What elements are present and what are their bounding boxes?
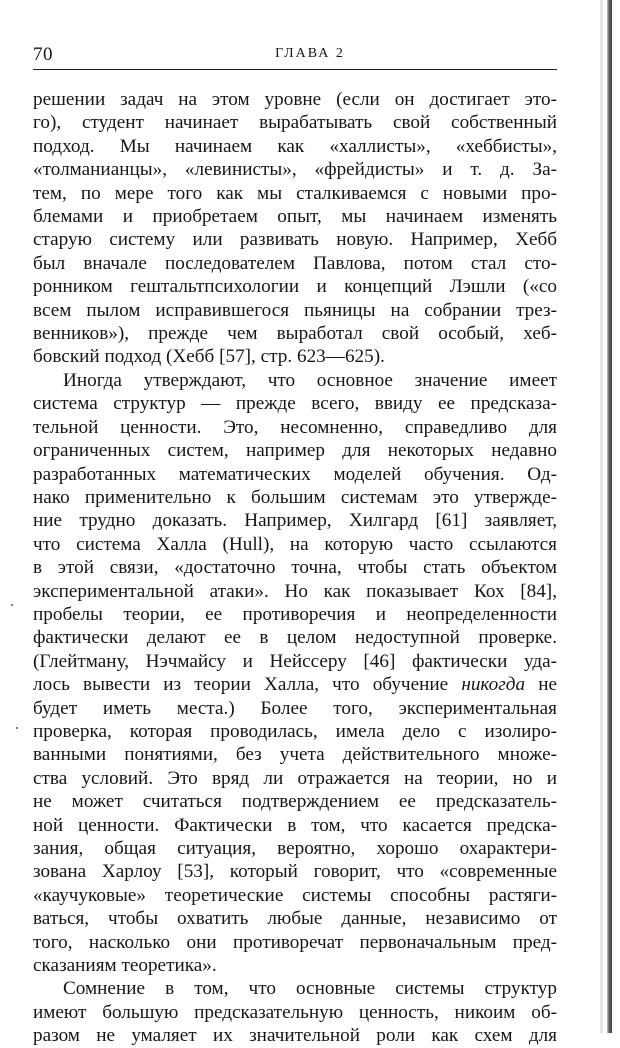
text-line: того, насколько они противоречат первоначальным пред- (33, 931, 557, 953)
text-line: «толманианцы», «левинисты», «фрейдисты» и т. д. За- (33, 159, 557, 181)
text-line: что система Халла (Hull), на которую часто ссылаются (33, 533, 557, 555)
text-line: нако применительно к большим системам это утвержде- (33, 486, 557, 508)
text-line: подход. Мы начинаем как «халлисты», «хеббисты», (33, 135, 557, 157)
text-line: тем, по мере того как мы сталкиваемся с новыми про- (33, 182, 557, 204)
scan-speck (16, 727, 18, 729)
text-line: сказаниям теоретика». (33, 955, 217, 977)
text-fragment: лось вывести из теории Халла, что обучение (33, 674, 449, 696)
text-line: ние трудно доказать. Например, Хилгард [61] заявляет, (33, 510, 557, 532)
text-line: ваться, чтобы охватить любые данные, независимо от (33, 908, 557, 930)
scan-speck (11, 604, 13, 606)
page-edge-shadow (600, 0, 603, 1033)
text-line: разом не умаляет их значительной роли как схем для (33, 1025, 557, 1047)
text-line: имеют большую предсказательную ценность, никоим об- (33, 1001, 557, 1023)
text-line: система структур — прежде всего, ввиду ее предсказа- (33, 393, 557, 415)
text-line: разработанных математических моделей обучения. Од- (33, 463, 557, 485)
text-line: фактически делают ее в целом недоступной проверке. (33, 627, 557, 649)
text-line: всем пылом исправившегося пьяницы на собрании трез- (33, 299, 557, 321)
text-line: экспериментальной атаки». Но как показывает Кох [84], (33, 580, 557, 602)
text-line: в этой связи, «достаточно точна, чтобы стать объектом (33, 557, 557, 579)
text-line: старую систему или развивать новую. Например, Хебб (33, 229, 557, 251)
text-line: венников»), прежде чем выработал свой особый, хеб- (33, 323, 557, 345)
text-line: «каучуковые» теоретические системы способны растяги- (33, 884, 557, 906)
paragraph-3 (33, 977, 557, 1047)
text-line: ограниченных систем, например для некоторых недавно (33, 440, 557, 462)
text-line: ванными понятиями, без учета действительного множе- (33, 744, 557, 766)
page-header (33, 44, 557, 68)
italic-emphasis: никогда (461, 674, 526, 696)
text-line: Иногда утверждают, что основное значение имеет (63, 369, 557, 391)
text-line: пробелы теории, ее противоречия и неопределенности (33, 603, 557, 625)
text-line: решении задач на этом уровне (если он достигает это- (33, 89, 557, 110)
paragraph-2 (33, 369, 557, 978)
text-fragment: не (538, 674, 557, 696)
text-line: блемами и приобретаем опыт, мы начинаем изменять (33, 206, 557, 228)
text-line: не может считаться подтверждением ее предсказатель- (33, 791, 557, 813)
running-head-chapter: ГЛАВА 2 (275, 46, 345, 61)
text-line: зания, общая ситуация, вероятно, хорошо охарактери- (33, 838, 557, 859)
text-line: (Глейтману, Нэчмайсу и Нейссеру [46] фактически уда- (33, 650, 557, 672)
paragraph-1 (33, 88, 557, 369)
text-line: ронником гештальтпсихологии и концепций Лэшли («со (33, 276, 557, 298)
text-line: бовский подход (Хебб [57], стр. 623—625). (33, 346, 385, 368)
text-line: ства условий. Это вряд ли отражается на теории, но и (33, 767, 557, 789)
page-edge (607, 0, 612, 1033)
body-text (33, 88, 557, 1048)
text-line: го), студент начинает вырабатывать свой собственный (33, 112, 557, 134)
page-number: 70 (33, 44, 53, 65)
text-line: зована Харлоу [53], который говорит, что «современные (33, 861, 557, 883)
text-line: проверка, которая проводилась, имела дело с изолиро- (33, 720, 557, 742)
text-line: тельной ценности. Это, несомненно, справедливо для (33, 416, 557, 438)
header-rule (33, 69, 557, 70)
text-line: был вначале последователем Павлова, потом стал сто- (33, 252, 557, 274)
text-line: ной ценности. Фактически в том, что касается предска- (33, 814, 557, 836)
text-line-with-italic (33, 673, 557, 696)
text-line: будет иметь места.) Более того, экспериментальная (33, 697, 557, 719)
text-line: Сомнение в том, что основные системы структур (63, 978, 557, 1000)
